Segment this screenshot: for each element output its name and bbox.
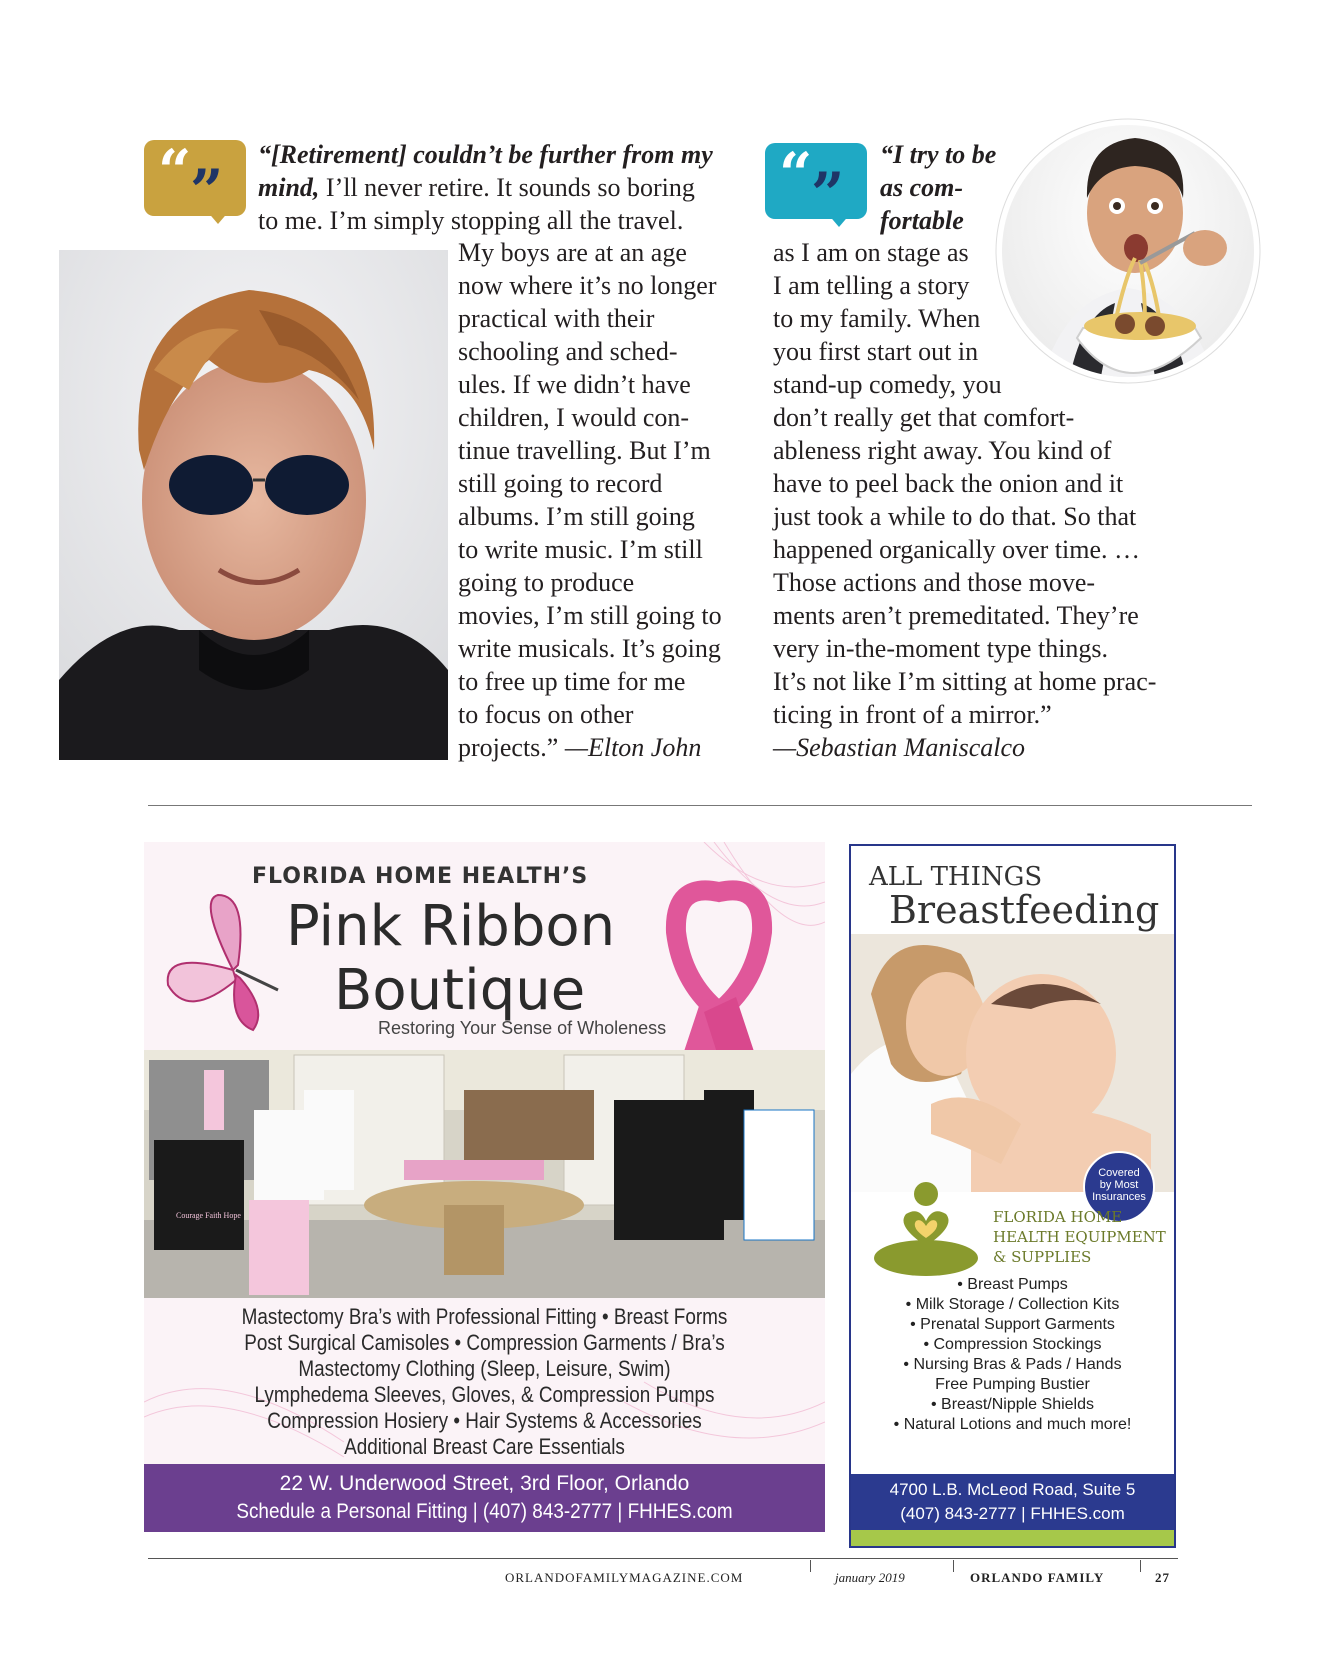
pink-ad-service-2: Post Surgical Camisoles • Compression Garments / Bra’s bbox=[244, 1330, 725, 1355]
boutique-store-photo bbox=[144, 1050, 825, 1298]
quote2-line-4: you first start out in bbox=[773, 337, 979, 366]
quote1-last-line: projects.” bbox=[458, 733, 559, 762]
quote2-intro bbox=[880, 138, 996, 237]
quote2-line-10: happened organically over time. … bbox=[773, 535, 1141, 564]
quote2-line-8: have to peel back the onion and it bbox=[773, 469, 1124, 498]
quote1-line-18: to focus on other bbox=[458, 700, 634, 729]
footer-issue: january 2019 bbox=[835, 1570, 905, 1585]
quote1-line-13: to write music. I’m still bbox=[458, 535, 703, 564]
badge-line-1: Covered bbox=[1098, 1167, 1140, 1179]
quote2-line-9: just took a while to do that. So that bbox=[773, 502, 1137, 531]
quote2-line-7: ableness right away. You kind of bbox=[773, 436, 1112, 465]
pink-ad-service-4: Lymphedema Sleeves, Gloves, & Compression Pumps bbox=[254, 1382, 715, 1407]
all-things-breastfeeding-ad bbox=[849, 844, 1176, 1548]
bf-item-7: • Breast/Nipple Shields bbox=[930, 1396, 1094, 1413]
footer-rule bbox=[148, 1558, 1178, 1559]
quote1-attribution: —Elton John bbox=[558, 733, 702, 762]
quote1-line-11: still going to record bbox=[458, 469, 663, 498]
bf-ad-title-1: ALL THINGS bbox=[869, 862, 1043, 892]
quote1-line-9: children, I would con- bbox=[458, 403, 690, 432]
pink-ad-contact-bar bbox=[144, 1464, 825, 1532]
quote1-line-5: now where it’s no longer bbox=[458, 271, 717, 300]
quote2-bold-2: as com- bbox=[880, 173, 964, 202]
bf-item-6: Free Pumping Bustier bbox=[935, 1376, 1090, 1393]
pink-ad-service-1: Mastectomy Bra’s with Professional Fitting • Breast Forms bbox=[241, 1304, 728, 1329]
quote2-line-3: to my family. When bbox=[773, 304, 981, 333]
quote2-bold-3: fortable bbox=[880, 206, 964, 235]
pink-ad-service-3: Mastectomy Clothing (Sleep, Leisure, Swim) bbox=[298, 1356, 671, 1381]
quote2-line-5: stand-up comedy, you bbox=[773, 370, 1002, 399]
quote-icon-gold: “ ” bbox=[144, 140, 246, 216]
footer-sep-1 bbox=[810, 1560, 811, 1572]
quote1-lead: “[Retirement] couldn’t be further from my bbox=[258, 140, 713, 169]
pink-ad-address: 22 W. Underwood Street, 3rd Floor, Orlando bbox=[279, 1472, 690, 1495]
butterfly-icon bbox=[158, 890, 308, 1040]
quote1-line-12: albums. I’m still going bbox=[458, 502, 695, 531]
section-divider bbox=[148, 805, 1252, 806]
bf-ad-contact: (407) 843-2777 | FHHES.com bbox=[900, 1504, 1125, 1523]
footer-magazine: ORLANDO FAMILY bbox=[970, 1570, 1105, 1585]
quote2-line-12: ments aren’t premeditated. They’re bbox=[773, 601, 1139, 630]
badge-line-3: Insurances bbox=[1092, 1191, 1146, 1203]
footer-sep-2 bbox=[953, 1560, 954, 1572]
quote1-line-17: to free up time for me bbox=[458, 667, 686, 696]
quote1-line-15: movies, I’m still going to bbox=[458, 601, 722, 630]
quote2-attribution: —Sebastian Maniscalco bbox=[773, 733, 1026, 762]
quote1-line-10: tinue travelling. But I’m bbox=[458, 436, 711, 465]
pink-ad-kicker: FLORIDA HOME HEALTH’S bbox=[252, 864, 589, 889]
quote-icon-teal: “ ” bbox=[765, 143, 867, 219]
bf-item-5: • Nursing Bras & Pads / Hands bbox=[903, 1356, 1122, 1373]
elton-john-photo bbox=[59, 250, 448, 760]
quote2-line-14: It’s not like I’m sitting at home prac- bbox=[773, 667, 1157, 696]
badge-line-2: by Most bbox=[1099, 1179, 1139, 1191]
quote1-line3: to me. I’m simply stopping all the travel. bbox=[258, 206, 684, 235]
bf-item-1: • Breast Pumps bbox=[957, 1276, 1068, 1293]
pink-ad-title-1: Pink Ribbon bbox=[286, 894, 616, 959]
quote1-intro bbox=[258, 138, 713, 237]
shirt-text: Courage Faith Hope bbox=[176, 1211, 241, 1220]
quote1-line-7: schooling and sched- bbox=[458, 337, 678, 366]
quote2-line-2: I am telling a story bbox=[773, 271, 970, 300]
quote1-line-4: My boys are at an age bbox=[458, 238, 687, 267]
quote1-line-8: ules. If we didn’t have bbox=[458, 370, 691, 399]
bf-company-1: FLORIDA HOME bbox=[993, 1208, 1123, 1226]
fhhes-logo-icon bbox=[871, 1176, 981, 1286]
footer-site: ORLANDOFAMILYMAGAZINE.COM bbox=[505, 1570, 744, 1585]
footer-sep-3 bbox=[1140, 1560, 1141, 1572]
pink-ad-service-6: Additional Breast Care Essentials bbox=[344, 1434, 625, 1459]
quote1-lead-2: mind, bbox=[258, 173, 320, 202]
pink-ad-title-2: Boutique bbox=[334, 958, 586, 1023]
bf-ad-address: 4700 L.B. McLeod Road, Suite 5 bbox=[889, 1480, 1136, 1499]
quote1-body bbox=[458, 236, 722, 764]
bf-item-8: • Natural Lotions and much more! bbox=[893, 1416, 1132, 1433]
pink-ad-service-5: Compression Hosiery • Hair Systems & Accessories bbox=[267, 1408, 702, 1433]
pink-ad-tagline: Restoring Your Sense of Wholeness bbox=[378, 1018, 667, 1038]
bf-ad-title-2: Breastfeeding bbox=[889, 888, 1160, 932]
page-number: 27 bbox=[1155, 1570, 1170, 1585]
bf-item-3: • Prenatal Support Garments bbox=[910, 1316, 1115, 1333]
bf-ad-contact-bar bbox=[851, 1474, 1174, 1530]
quote1-line-16: write musicals. It’s going bbox=[458, 634, 721, 663]
sebastian-maniscalco-photo bbox=[995, 88, 1261, 410]
quote2-line-15: ticing in front of a mirror.” bbox=[773, 700, 1052, 729]
quote2-line-1: as I am on stage as bbox=[773, 238, 969, 267]
bf-item-2: • Milk Storage / Collection Kits bbox=[905, 1296, 1120, 1313]
pink-ad-cta: Schedule a Personal Fitting | (407) 843-2777 | FHHES.com bbox=[236, 1500, 733, 1523]
quote2-line-13: very in-the-moment type things. bbox=[773, 634, 1109, 663]
quote2-line-6: don’t really get that comfort- bbox=[773, 403, 1075, 432]
quote1-line-6: practical with their bbox=[458, 304, 655, 333]
bf-company-2: HEALTH EQUIPMENT bbox=[993, 1228, 1166, 1246]
bf-item-4: • Compression Stockings bbox=[923, 1336, 1102, 1353]
quote1-line-14: going to produce bbox=[458, 568, 635, 597]
pink-ribbon-boutique-ad bbox=[144, 842, 825, 1532]
bf-company-3: & SUPPLIES bbox=[993, 1248, 1092, 1266]
bf-ad-green-strip bbox=[851, 1530, 1174, 1546]
quote2-bold-1: “I try to be bbox=[880, 140, 997, 169]
quote1-line2: I’ll never retire. It sounds so boring bbox=[319, 173, 695, 202]
quote2-line-11: Those actions and those move- bbox=[773, 568, 1096, 597]
